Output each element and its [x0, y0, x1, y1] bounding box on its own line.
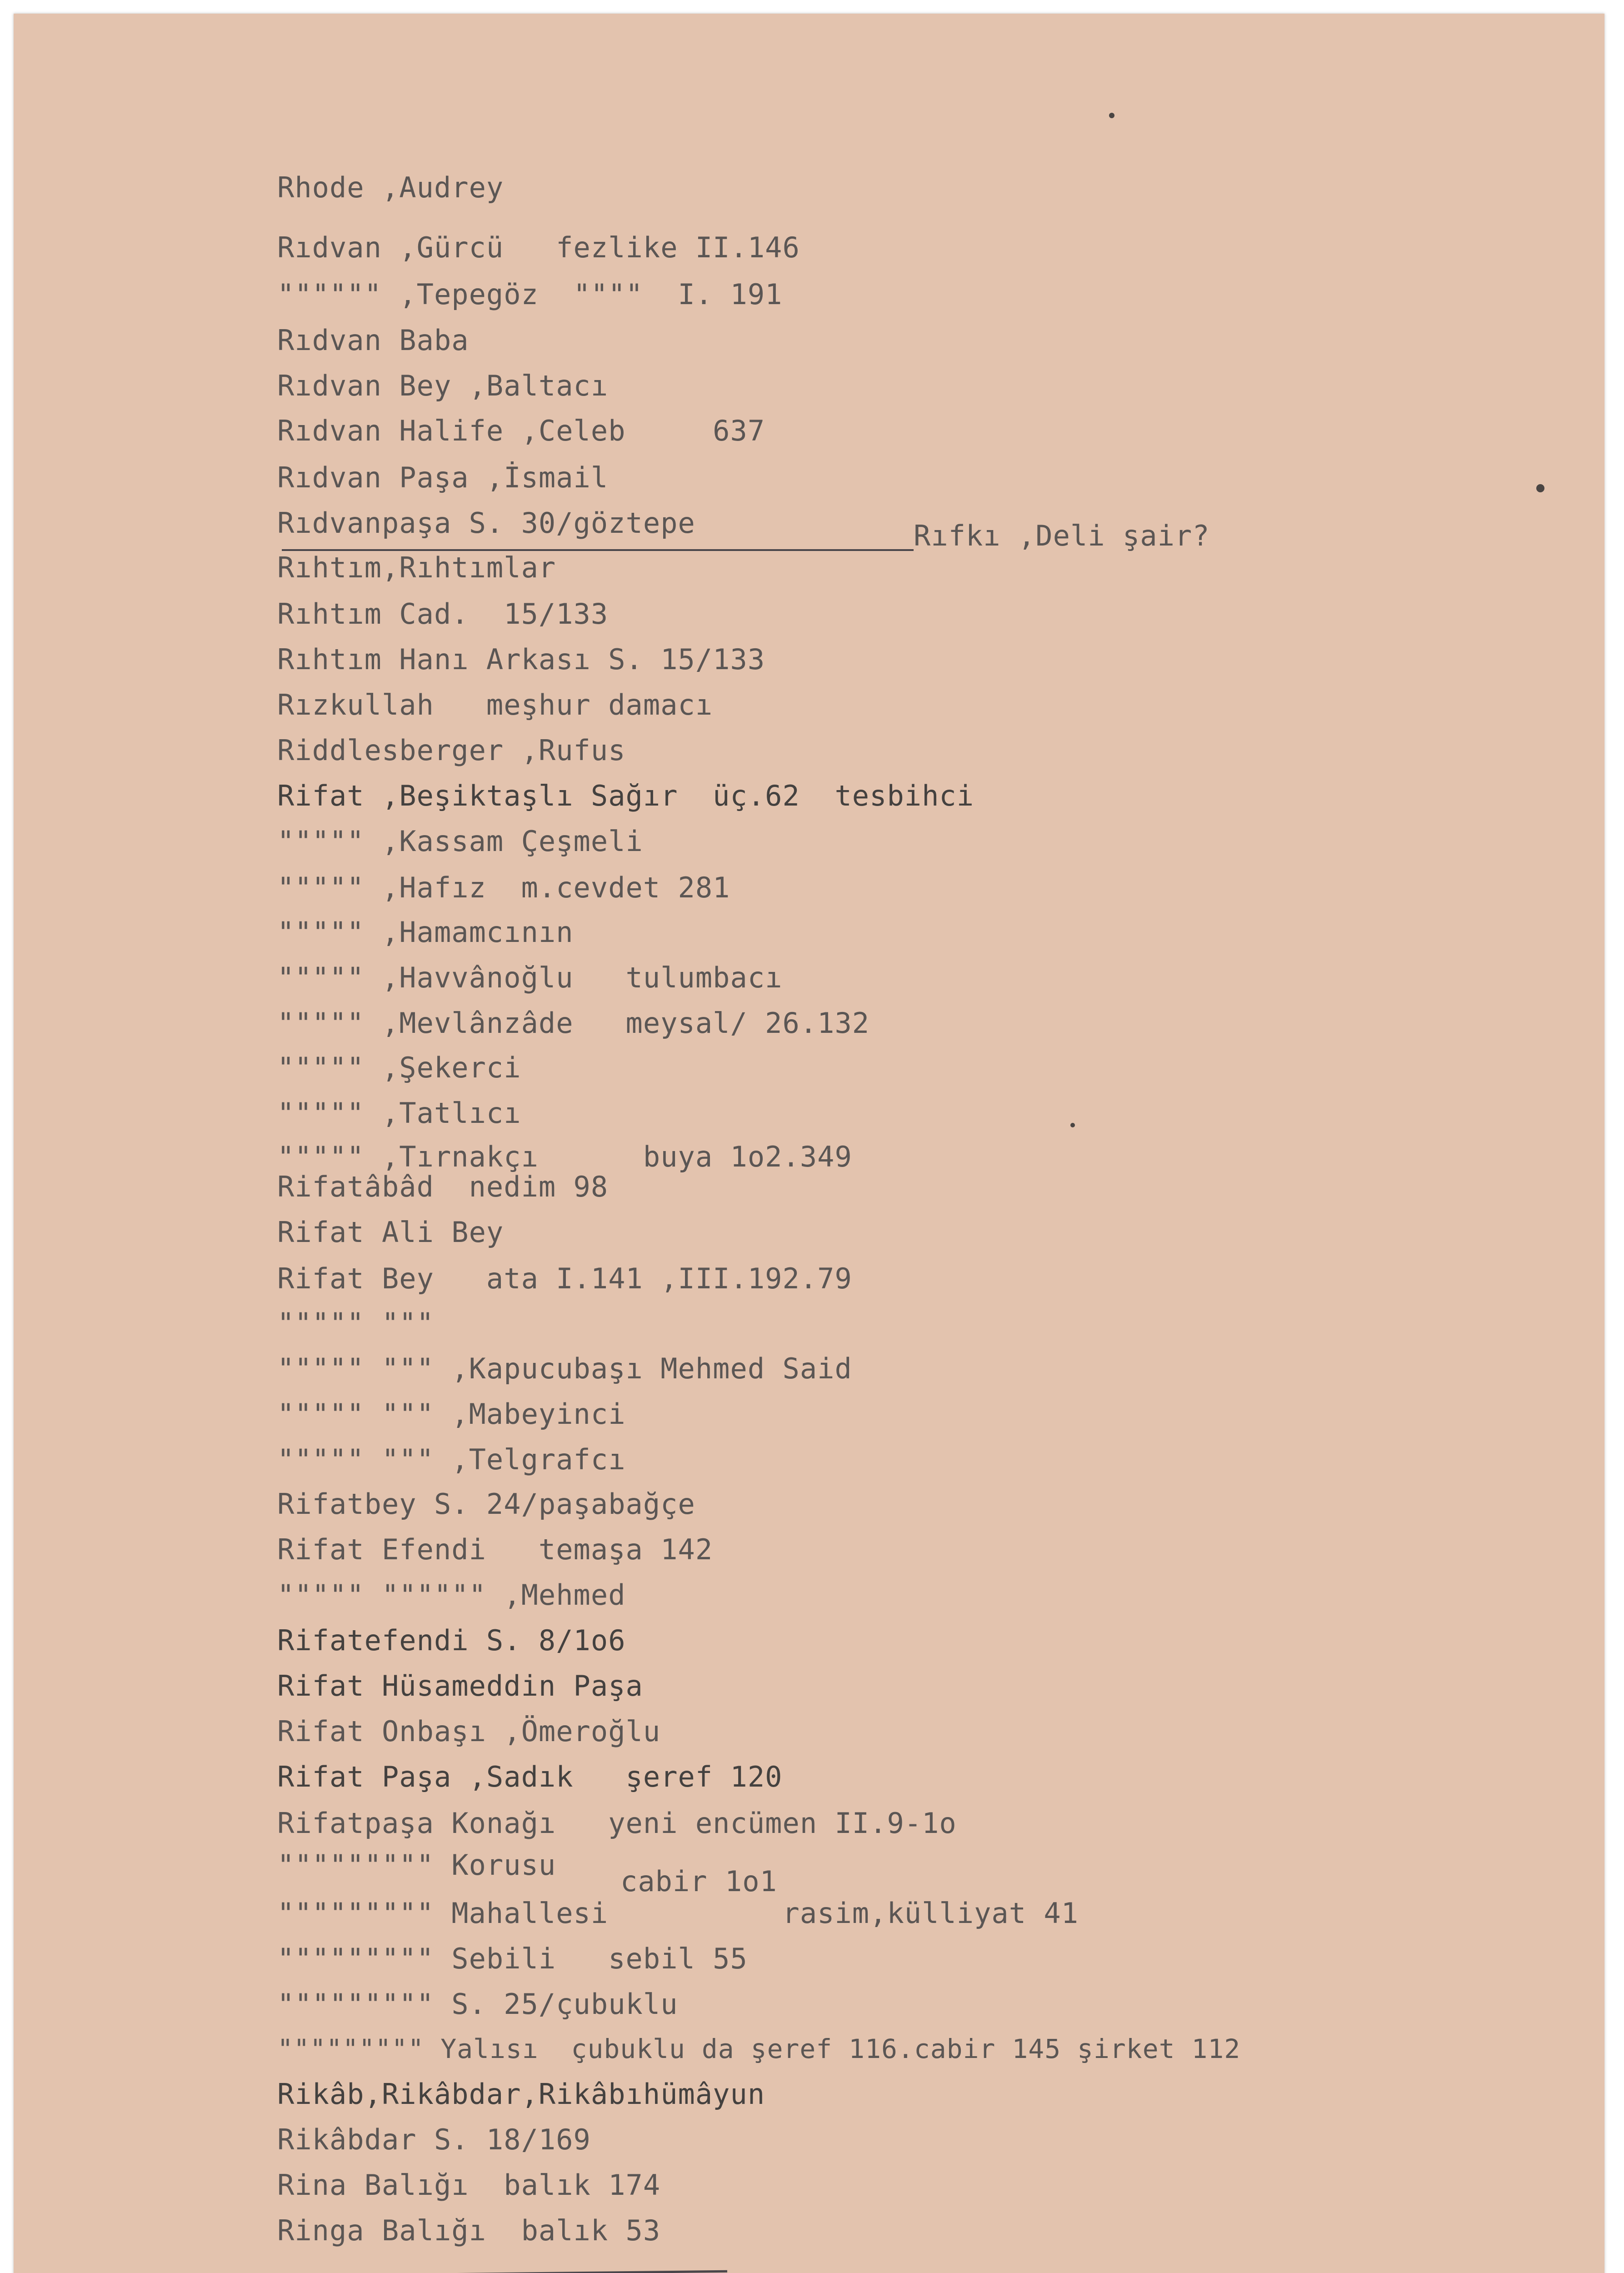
entry-32: """"" """""" ,Mehmed — [277, 1578, 626, 1612]
entry-42: """"""""" S. 25/çubuklu — [277, 1988, 678, 2021]
entry-47: Ringa Balığı balık 53 — [277, 2214, 661, 2247]
entry-16: """"" ,Hafız m.cevdet 281 — [277, 871, 730, 904]
entry-26: """"" """ — [277, 1307, 434, 1340]
ink-dot — [1109, 113, 1114, 118]
entry-27: """"" """ ,Kapucubaşı Mehmed Said — [277, 1352, 852, 1385]
entry-41: """"""""" Sebili sebil 55 — [277, 1942, 748, 1975]
entry-4: Rıdvan Baba — [277, 324, 469, 357]
ink-dot — [1536, 484, 1544, 492]
entry-34: Rifat Hüsameddin Paşa — [277, 1669, 643, 1702]
entry-12: Rızkullah meşhur damacı — [277, 688, 713, 721]
entry-46: Rina Balığı balık 174 — [277, 2168, 661, 2202]
entry-3: """""" ,Tepegöz """" I. 191 — [277, 278, 783, 311]
entry-13: Riddlesberger ,Rufus — [277, 734, 626, 767]
entry-17: """"" ,Hamamcının — [277, 916, 574, 949]
entry-40: """"""""" Mahallesi rasim,külliyat 41 — [277, 1897, 1079, 1930]
entry-25: Rifat Bey ata I.141 ,III.192.79 — [277, 1262, 852, 1295]
entry-2: Rıdvan ,Gürcü fezlike II.146 — [277, 231, 800, 264]
handwritten-divider-line — [182, 2270, 727, 2273]
entry-23: Rifatâbâd nedim 98 — [277, 1170, 609, 1203]
entry-19: """"" ,Mevlânzâde meysal/ 26.132 — [277, 1006, 870, 1040]
entry-35: Rifat Onbaşı ,Ömeroğlu — [277, 1715, 661, 1748]
entry-14: Rifat ,Beşiktaşlı Sağır üç.62 tesbihci — [277, 779, 974, 812]
entry-29: """"" """ ,Telgrafcı — [277, 1443, 626, 1476]
entry-43: """"""""" Yalısı çubuklu da şeref 116.cabir 145 şirket 112 — [277, 2033, 1241, 2064]
entry-10: Rıhtım Cad. 15/133 — [277, 597, 609, 631]
entry-37: Rifatpaşa Konağı yeni encümen II.9-1o — [277, 1807, 957, 1840]
entry-38: """"""""" Korusu — [277, 1848, 556, 1882]
entry-20: """"" ,Şekerci — [277, 1051, 521, 1084]
entry-9: Rıhtım,Rıhtımlar — [277, 551, 556, 584]
entry-7: Rıdvan Paşa ,İsmail — [277, 461, 609, 494]
entry-44: Rikâb,Rikâbdar,Rikâbıhümâyun — [277, 2078, 765, 2111]
entry-18: """"" ,Havvânoğlu tulumbacı — [277, 961, 783, 994]
entry-30: Rifatbey S. 24/paşabağçe — [277, 1487, 695, 1521]
margin-note: Rıfkı ,Deli şair? — [914, 519, 1210, 552]
entry-11: Rıhtım Hanı Arkası S. 15/133 — [277, 643, 765, 676]
entry-21: """"" ,Tatlıcı — [277, 1096, 521, 1130]
entry-8: Rıdvanpaşa S. 30/göztepe — [277, 506, 695, 540]
entry-28: """"" """ ,Mabeyinci — [277, 1397, 626, 1431]
entry-39-cabir: cabir 1o1 — [620, 1865, 777, 1898]
entry-31: Rifat Efendi temaşa 142 — [277, 1533, 713, 1566]
entry-15: """"" ,Kassam Çeşmeli — [277, 825, 643, 858]
entry-5: Rıdvan Bey ,Baltacı — [277, 369, 609, 402]
entry-24: Rifat Ali Bey — [277, 1216, 504, 1249]
entry-36: Rifat Paşa ,Sadık şeref 120 — [277, 1760, 783, 1793]
entry-1: Rhode ,Audrey — [277, 171, 504, 204]
ink-dot — [1070, 1123, 1075, 1127]
entry-33: Rifatefendi S. 8/1o6 — [277, 1624, 626, 1657]
entry-22: """"" ,Tırnakçı buya 1o2.349 — [277, 1140, 852, 1173]
entry-6: Rıdvan Halife ,Celeb 637 — [277, 414, 765, 447]
entry-45: Rikâbdar S. 18/169 — [277, 2123, 591, 2156]
